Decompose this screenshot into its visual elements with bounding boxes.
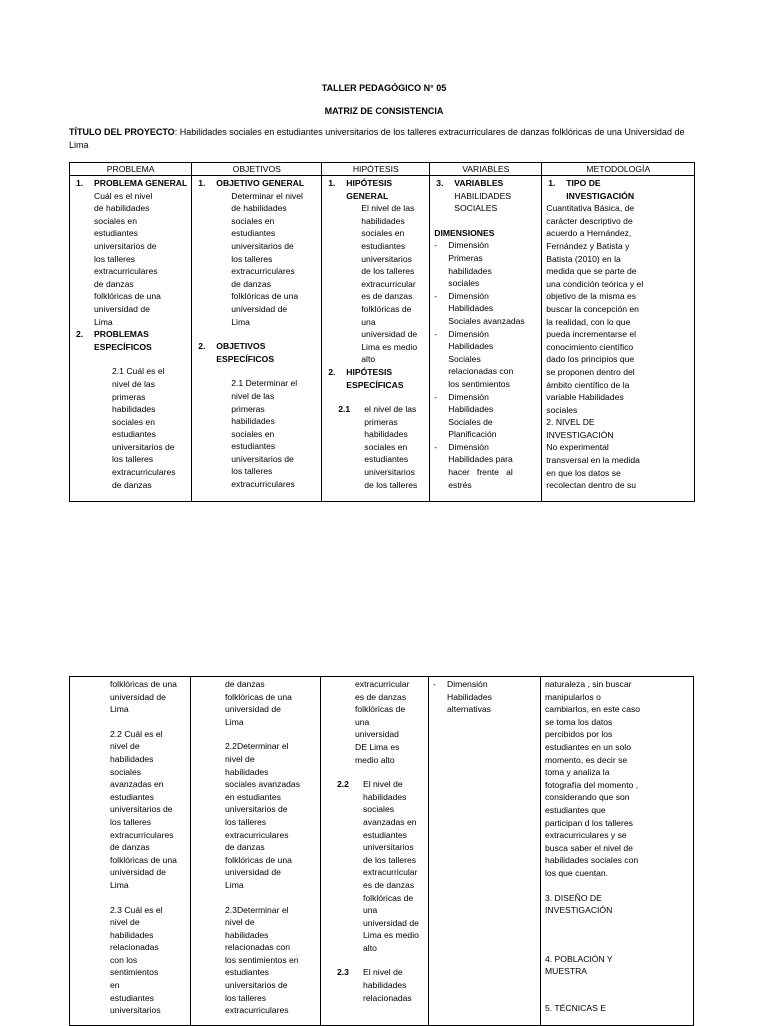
metodologia-cell <box>545 678 689 1024</box>
section-heading: DIMENSIONES <box>434 227 495 238</box>
section-heading: GENERAL <box>346 190 389 201</box>
project-title <box>69 126 691 152</box>
section-heading: 3. VARIABLES <box>436 178 504 188</box>
hipotesis-cell <box>326 177 425 500</box>
cell-text: HABILIDADES SOCIALES <box>454 190 512 214</box>
section-heading: ESPECÍFICAS <box>346 379 404 390</box>
doc-heading: TALLER PEDAGÓGICO N° 05 <box>321 83 447 93</box>
cell-text: 2.1 Determinar el nivel de las primeras habilidades sociales en estudiantes universitarios de los talleres extracurriculares <box>231 378 298 490</box>
section-heading: 2. PROBLEMAS <box>76 329 149 340</box>
list-item: - Dimensión Primeras habilidades sociales <box>434 240 492 289</box>
cell-text: naturaleza , sin buscar manipularlos o cambiarlos, en este caso se toma los datos percibidos por los estudiantes en un solo momento, es decir se toma y analiza la fotografía del momento , considerando que son estudiantes que participan d los talleres extracurriculares y se busca saber el nivel de habilidades sociales con los que cuentan. <box>545 679 641 878</box>
project-title-label: TÍTULO DEL PROYECTO <box>69 127 175 137</box>
section-heading: ESPECÍFICOS <box>216 353 275 364</box>
section-heading: 1. PROBLEMA GENERAL <box>76 178 188 188</box>
cell-text: 2.3Determinar el nivel de habilidades relacionadas con los sentimientos en estudiantes universitarios de los talleres extracurriculares <box>225 904 299 1016</box>
cell-text: 2.2Determinar el nivel de habilidades sociales avanzadas en estudiantes universitarios de los talleres extracurriculares de danzas folklóricas de una universidad de Lima <box>225 741 301 890</box>
section-heading: 2. OBJETIVOS <box>198 341 266 352</box>
table-row <box>70 677 694 1026</box>
doc-subheading: MATRIZ DE CONSISTENCIA <box>324 106 444 116</box>
list-item: - Dimensión Habilidades alternativas <box>433 679 492 715</box>
list-item: 2.1 el nivel de las primeras habilidades sociales en estudiantes universitarios de los talleres <box>338 404 418 490</box>
cell-text: de danzas folklóricas de una universidad de Lima <box>225 679 292 727</box>
section-heading: 2. NIVEL DE INVESTIGACIÓN <box>546 417 614 440</box>
column-header: VARIABLES <box>430 163 542 176</box>
section-heading: ESPECÍFICOS <box>94 341 152 352</box>
cell-text: 2.1 Cuál es el nivel de las primeras habilidades sociales en estudiantes universitarios de los talleres extracurriculares de danzas <box>112 366 176 490</box>
cell-text: Determinar el nivel de habilidades sociales en estudiantes universitarios de los talleres extracurriculares de danzas folklóricas de una universidad de Lima <box>231 190 303 327</box>
cell-text: folklóricas de una universidad de Lima <box>110 679 177 715</box>
cell-text: No experimental transversal en la medida en que los datos se recolectan dentro de su <box>546 442 640 491</box>
section-heading: 4. POBLACIÓN Y MUESTRA <box>545 953 613 977</box>
cell-text: 2.3 Cuál es el nivel de habilidades relacionadas con los sentimientos en estudiantes universitarios <box>110 904 163 1016</box>
project-title-text: : Habilidades sociales en estudiantes universitarios de los talleres extracurriculares de danzas folklóricas de una Universidad de Lima <box>69 127 685 150</box>
column-header: OBJETIVOS <box>192 163 322 176</box>
objetivos-cell <box>195 678 316 1024</box>
section-heading: 2. HIPÓTESIS <box>328 366 393 377</box>
list-item: - Dimensión Habilidades Sociales avanzadas <box>434 290 525 326</box>
column-header: PROBLEMA <box>70 163 192 176</box>
section-heading: INVESTIGACIÓN <box>566 190 635 201</box>
cell-text: Cuantitativa Básica, de carácter descriptivo de acuerdo a Hernández, Fernández y Batista y Batista (2010) en la medida que se parte de una condición teórica y el objetivo de la misma es buscar la concepción en la realidad, con lo que pueda incrementarse el conocimiento científico dado los principios que se proponen dentro del ámbito científico de la variable Habilidades sociales <box>546 203 644 415</box>
consistency-matrix-table <box>69 162 695 502</box>
column-header: METODOLOGÍA <box>542 163 695 176</box>
list-item: - Dimensión Habilidades Sociales relacionadas con los sentimientos <box>434 328 514 389</box>
objetivos-cell <box>196 177 317 500</box>
table-row <box>70 176 695 502</box>
cell-text: extracurricular es de danzas folklóricas de una universidad DE Lima es medio alto <box>355 679 410 765</box>
cell-text: Cuál es el nivel de habilidades sociales en estudiantes universitarios de los talleres extracurriculares de danzas folklóricas de una universidad de Lima <box>94 190 161 327</box>
problema-cell <box>74 678 186 1024</box>
list-item: - Dimensión Habilidades para hacer frente al estrés <box>434 441 513 490</box>
section-heading: 1. OBJETIVO GENERAL <box>198 178 305 188</box>
metodologia-cell <box>546 177 690 500</box>
section-heading: 1. TIPO DE <box>548 178 601 188</box>
list-item: 2.2 El nivel de habilidades sociales avanzadas en estudiantes universitarios de los talleres extracurricular es de danzas folklóricas de una universidad de Lima es medio alto <box>337 779 419 953</box>
problema-cell <box>74 177 187 500</box>
cell-text: El nivel de las habilidades sociales en estudiantes universitarios de los talleres extracurricular es de danzas folklóricas de una universidad de Lima es medio alto <box>361 203 418 365</box>
section-heading: 3. DISEÑO DE INVESTIGACIÓN <box>545 892 613 916</box>
cell-text: 2.2 Cuál es el nivel de habilidades sociales avanzadas en estudiantes universitarios de los talleres extracurriculares de danzas folklóricas de una universidad de Lima <box>110 728 177 890</box>
list-item: 2.3 El nivel de habilidades relacionadas <box>337 967 412 1003</box>
variables-cell <box>434 177 537 500</box>
section-heading: 1. HIPÓTESIS <box>328 178 393 188</box>
hipotesis-cell <box>325 678 424 1024</box>
column-header: HIPÓTESIS <box>322 163 430 176</box>
section-heading: 5. TÉCNICAS E <box>545 1002 606 1013</box>
table-header-row <box>70 163 695 176</box>
list-item: - Dimensión Habilidades Sociales de Planificación <box>434 391 497 440</box>
variables-cell <box>433 678 536 1024</box>
consistency-matrix-table-continued <box>69 676 694 1026</box>
